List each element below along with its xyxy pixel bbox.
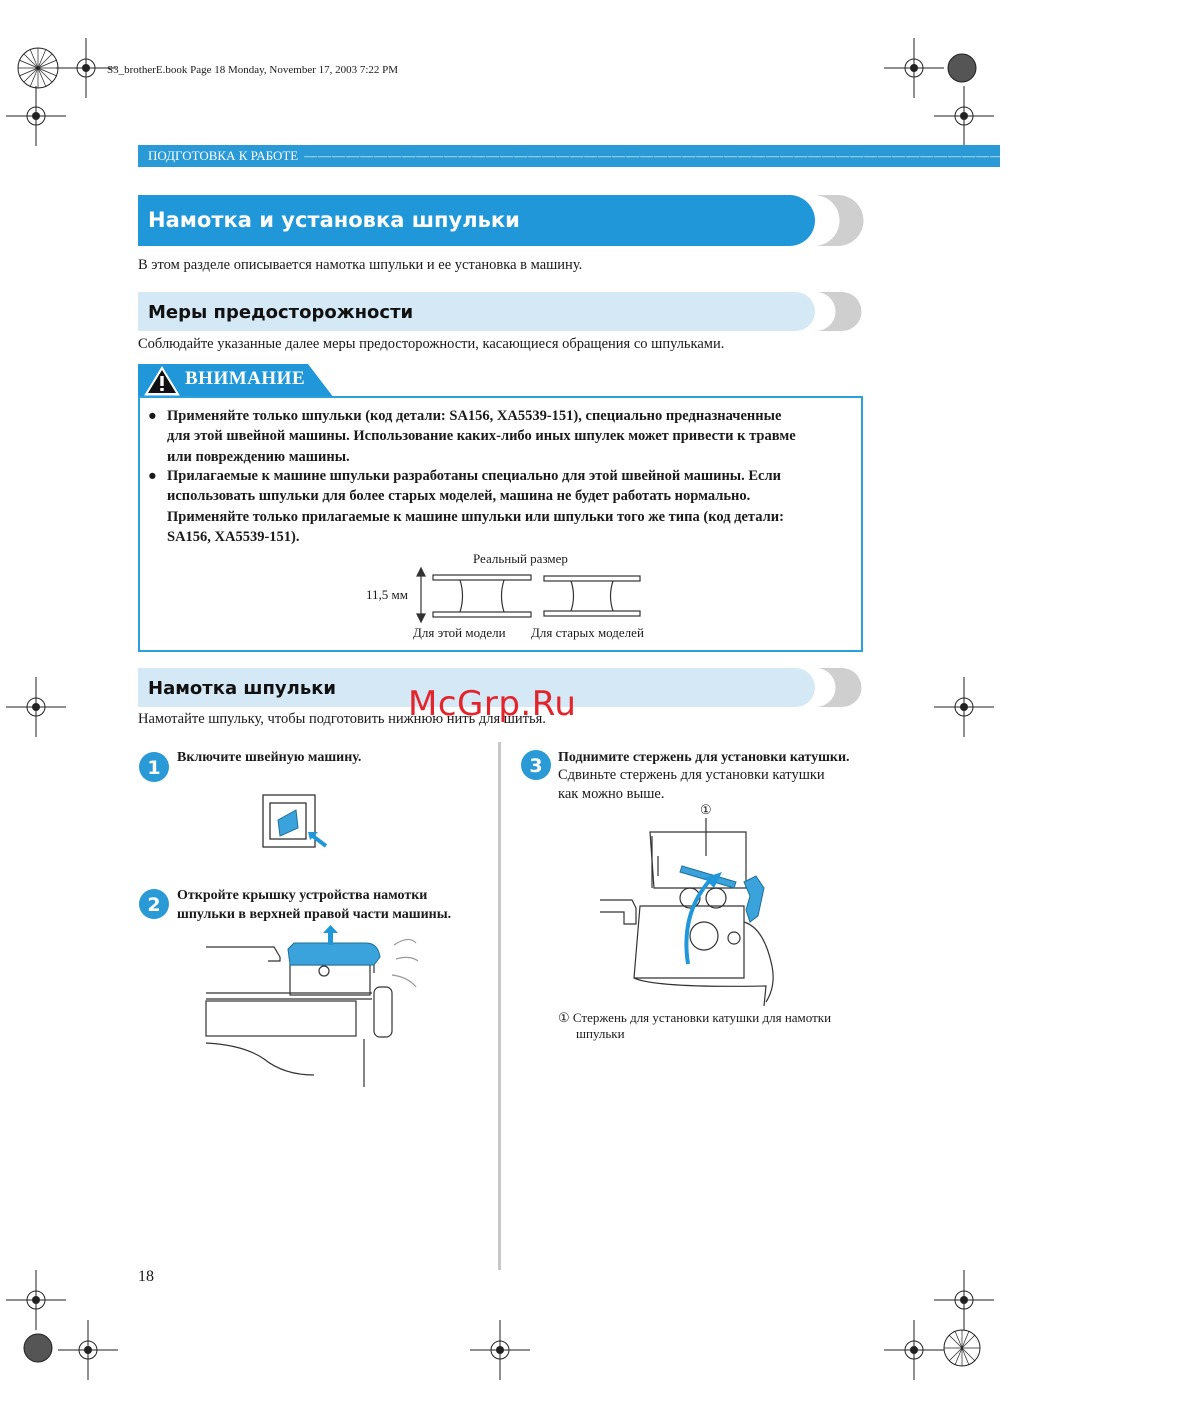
warning-item-2-line-3: Применяйте только прилагаемые к машине шпульки или шпульки того же типа (код детали:	[167, 508, 784, 525]
warning-item-2-line-2: использовать шпульки для более старых моделей, машина не будет работать нормально.	[167, 488, 751, 505]
crosshair-mark-left-middle	[6, 677, 66, 737]
precautions-heading: Меры предосторожности	[138, 292, 815, 331]
crosshair-mark-left-upper	[6, 86, 66, 146]
bobbin-cover-illustration	[204, 925, 424, 1091]
bullet-icon: ●	[148, 408, 157, 424]
precautions-gray-pill	[812, 292, 864, 331]
step-2-number: 2	[147, 894, 161, 916]
bullet-icon: ●	[148, 468, 157, 484]
step-2-line-1: Откройте крышку устройства намотки	[177, 888, 428, 903]
callout-marker-figure: ①	[700, 802, 712, 817]
figure-real-size-label: Реальный размер	[473, 551, 568, 566]
warning-label: ВНИМАНИЕ	[185, 368, 306, 389]
power-switch-illustration	[258, 790, 338, 852]
figure-old-models-label: Для старых моделей	[531, 625, 644, 640]
step-2-text	[177, 887, 451, 924]
bobbin-comparison-figure	[410, 566, 650, 624]
winding-heading: Намотка шпульки	[138, 668, 815, 707]
section-bar	[138, 145, 1200, 167]
step-3-line-2: как можно выше.	[558, 786, 665, 802]
step-2-number-icon	[138, 888, 170, 920]
warning-triangle-icon	[144, 366, 180, 396]
step-3-line-1: Сдвиньте стержень для установки катушки	[558, 767, 825, 783]
step-3-number: 3	[529, 755, 543, 777]
callout-caption-line-2: шпульки	[576, 1026, 625, 1041]
column-divider	[498, 742, 501, 1270]
step-3-number-icon	[520, 749, 552, 781]
warning-item-2	[148, 466, 853, 547]
crosshair-mark-bottom-center	[470, 1320, 530, 1380]
registration-mark-bottom-right	[932, 1318, 992, 1378]
figure-dimension-label: 11,5 мм	[366, 587, 408, 602]
warning-item-2-line-1: Прилагаемые к машине шпульки разработаны специально для этой швейной машины. Если	[167, 468, 781, 484]
section-bar-label: ПОДГОТОВКА К РАБОТЕ	[148, 148, 299, 163]
crosshair-mark-bottom-left	[58, 1320, 118, 1380]
page-number: 18	[138, 1268, 154, 1285]
step-3-normal-text	[558, 766, 825, 804]
step-3-bold-text: Поднимите стержень для установки катушки.	[558, 750, 850, 765]
section-bar-dashes: ————————————————————————————————————————————————————————————————	[304, 148, 1200, 163]
step-2-line-2: шпульки в верхней правой части машины.	[177, 906, 452, 922]
winding-gray-pill	[812, 668, 864, 707]
warning-item-1-line-3: или повреждению машины.	[167, 448, 350, 465]
precautions-text: Соблюдайте указанные далее меры предосторожности, касающиеся обращения со шпульками.	[138, 336, 725, 352]
callout-caption-line-1	[558, 1010, 831, 1026]
warning-item-2-line-4: SA156, XA5539-151).	[167, 528, 300, 545]
callout-marker-caption: ①	[558, 1010, 570, 1025]
warning-item-1-line-1: Применяйте только шпульки (код детали: SA156, XA5539-151), специально предназначенные	[167, 408, 782, 424]
step-1-number-icon	[138, 751, 170, 783]
watermark: McGrp.Ru	[408, 684, 577, 724]
step-1-text: Включите швейную машину.	[177, 750, 362, 765]
page-title: Намотка и установка шпульки	[138, 195, 815, 246]
intro-text: В этом разделе описывается намотка шпульки и ее установка в машину.	[138, 257, 583, 273]
winding-text: Намотайте шпульку, чтобы подготовить нижнюю нить для шитья.	[138, 711, 546, 727]
step-1-number: 1	[147, 757, 161, 779]
title-gray-pill	[810, 195, 864, 246]
spool-pin-illustration	[596, 816, 792, 1012]
crosshair-mark-right-middle	[934, 677, 994, 737]
crosshair-mark-right-upper	[934, 86, 994, 146]
callout-caption-text-1: Стержень для установки катушки для намотки	[572, 1010, 832, 1025]
callout-caption	[558, 1010, 831, 1042]
print-header: S3_brotherE.book Page 18 Monday, November 17, 2003 7:22 PM	[107, 64, 399, 76]
figure-this-model-label: Для этой модели	[413, 625, 506, 640]
warning-item-1-line-2: для этой швейной машины. Использование каких-либо иных шпулек может привести к травме	[167, 428, 796, 445]
warning-item-1	[148, 406, 853, 467]
